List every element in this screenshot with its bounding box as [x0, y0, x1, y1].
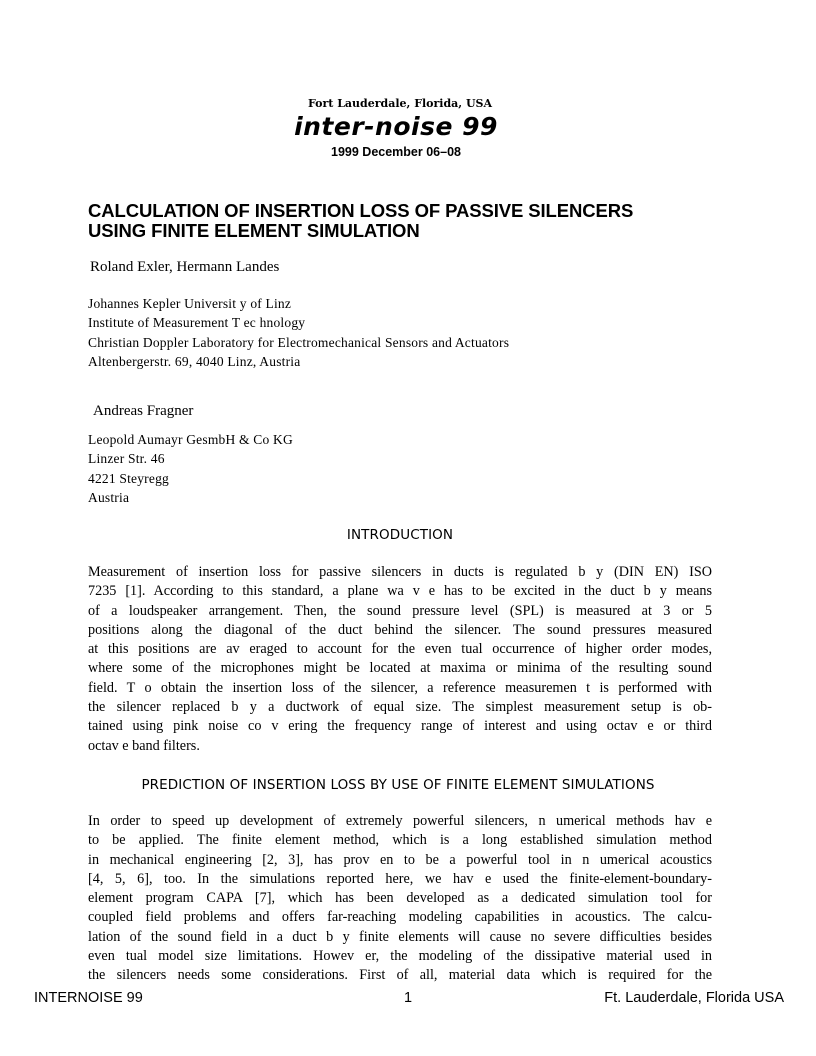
footer-conference: INTERNOISE 99 — [34, 990, 143, 1006]
text-line: where some of the microphones might be located at maxima or minima of the resulting sound — [88, 660, 712, 677]
text-line: [4, 5, 6], too. In the simulations reported here, we hav e used the finite-element-boundary- — [88, 870, 712, 887]
author-affiliation — [88, 294, 509, 371]
affiliation-line: 4221 Steyregg — [88, 470, 169, 486]
text-line: of a loudspeaker arrangement. Then, the sound pressure level (SPL) is measured at 3 or 5 — [88, 602, 712, 619]
affiliation-line: Leopold Aumayr GesmbH & Co KG — [88, 432, 293, 447]
author-names: Andreas Fragner — [93, 403, 194, 419]
text-line: 7235 [1]. According to this standard, a plane wa v e has to be excited in the duct b y means — [88, 583, 712, 600]
text-line: the silencers needs some considerations. First of all, material data which is required for the — [88, 967, 712, 984]
prediction-paragraph — [88, 812, 712, 986]
text-line: Measurement of insertion loss for passive silencers in ducts is regulated b y (DIN EN) ISO — [88, 564, 712, 580]
text-line: the silencer replaced b y a ductwork of equal size. The simplest measurement setup is ob- — [88, 699, 712, 716]
text-line: coupled field problems and offers far-reaching modeling capabilities in acoustics. The calcu- — [88, 909, 712, 926]
text-line: at this positions are av eraged to account for the even tual occurrence of higher order modes, — [88, 641, 712, 658]
text-line: to be applied. The finite element method, which is a long established simulation method — [88, 832, 712, 849]
author-affiliation — [88, 430, 293, 507]
conference-location: Fort Lauderdale, Florida, USA — [307, 97, 493, 110]
conference-date: 1999 December 06–08 — [331, 145, 461, 159]
text-line: positions along the diagonal of the duct behind the silencer. The sound pressures measured — [88, 621, 712, 638]
text-line: In order to speed up development of extremely powerful silencers, n umerical methods hav e — [88, 813, 712, 829]
affiliation-line: Linzer Str. 46 — [88, 451, 165, 467]
section-heading-introduction: INTRODUCTION — [346, 527, 454, 543]
text-line: field. T o obtain the insertion loss of the silencer, a reference measuremen t is performed with — [88, 679, 712, 696]
introduction-paragraph — [88, 563, 712, 756]
section-heading-prediction: PREDICTION OF INSERTION LOSS BY USE OF FINITE ELEMENT SIMULATIONS — [141, 777, 655, 793]
text-line: tained using pink noise co v ering the frequency range of interest and using octav e or third — [88, 718, 712, 735]
paper-title — [88, 201, 748, 241]
affiliation-line: Christian Doppler Laboratory for Electromechanical Sensors and Actuators — [88, 334, 510, 350]
affiliation-line: Altenbergerstr. 69, 4040 Linz, Austria — [88, 353, 301, 369]
footer-location: Ft. Lauderdale, Florida USA — [604, 990, 784, 1006]
affiliation-line: Austria — [88, 489, 130, 505]
affiliation-line: Johannes Kepler Universit y of Linz — [88, 296, 292, 311]
author-names: Roland Exler, Hermann Landes — [90, 259, 280, 275]
conference-logo: inter-noise 99 — [294, 112, 498, 141]
text-line: lation of the sound field in a duct b y finite elements will cause no severe difficulties besides — [88, 928, 712, 945]
text-line: in mechanical engineering [2, 3], has prov en to be a powerful tool in n umerical acoustics — [88, 851, 712, 868]
affiliation-line: Institute of Measurement T ec hnology — [88, 315, 306, 331]
text-line: even tual model size limitations. Howev er, the modeling of the dissipative material used in — [88, 948, 712, 965]
paper-title-line: USING FINITE ELEMENT SIMULATION — [88, 220, 420, 241]
text-line: octav e band filters. — [88, 737, 200, 754]
paper-title-line: CALCULATION OF INSERTION LOSS OF PASSIVE SILENCERS — [88, 200, 634, 221]
text-line: element program CAPA [7], which has been developed as a dedicated simulation tool for — [88, 890, 712, 907]
footer-page-number: 1 — [403, 990, 413, 1006]
